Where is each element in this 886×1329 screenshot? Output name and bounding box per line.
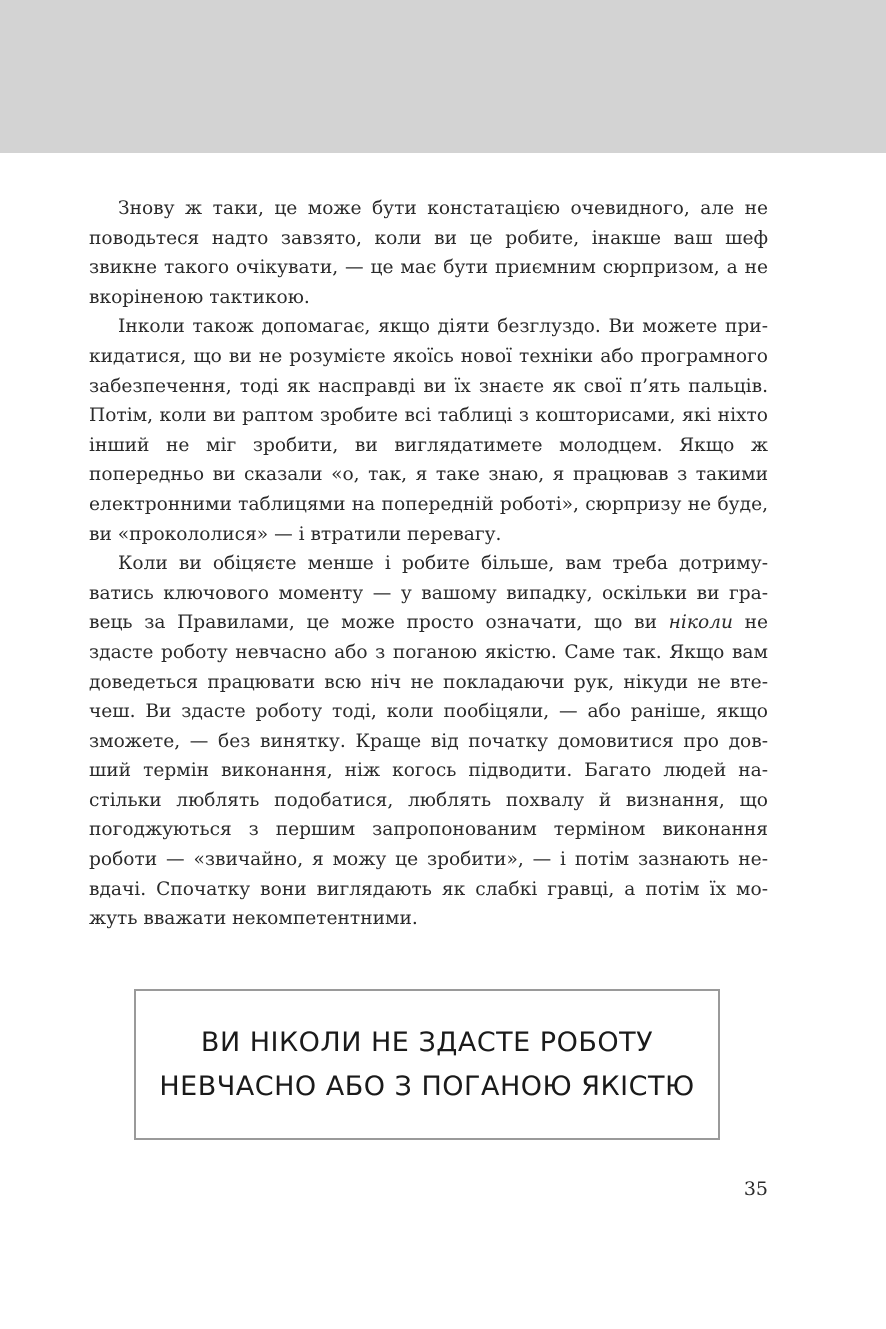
paragraph-1 — [89, 194, 768, 312]
pull-quote-line-2: НЕВЧАСНО АБО З ПОГАНОЮ ЯКІСТЮ — [159, 1070, 695, 1102]
paragraph-3-text-end: не здасте роботу невчасно або з поганою якістю. Саме так. Якщо вам доведеться працювати всю ніч не покладаючи рук, нікуди не втечеш. Ви здасте роботу тоді, коли пообіцяли, — або раніше, якщо зможете, — без винятку. Краще від початку домовитися про довший термін виконання, ніж когось підводити. Багато людей настільки люблять подобатися, люблять похвалу й визнання, що погоджуються з першим запропонованим терміном виконання роботи — «звичайно, я можу це зробити», — і потім зазнають невдачі. Спочатку вони виглядають як слабкі гравці, а потім їх можуть вважати некомпетентними. — [89, 612, 769, 930]
page-number: 35 — [743, 1178, 768, 1200]
paragraph-3 — [89, 549, 768, 934]
paragraph-3-emphasis: ніколи — [668, 612, 733, 634]
pull-quote-box — [134, 989, 720, 1140]
body-text — [89, 194, 768, 934]
header-band — [0, 0, 886, 153]
pull-quote-line-1: ВИ НІКОЛИ НЕ ЗДАСТЕ РОБОТУ — [200, 1026, 654, 1058]
paragraph-2-text: Інколи також допомагає, якщо діяти безглуздо. Ви можете прикидатися, що ви не розумієте якоїсь нової техніки або програмного забезпечення, тоді як насправді ви їх знаєте як свої п’ять пальців. Потім, коли ви раптом зробите всі таблиці з кошторисами, які ніхто інший не міг зробити, ви виглядатимете молодцем. Якщо ж попередньо ви сказали «о, так, я таке знаю, я працював з такими електронними таблицями на попередній роботі», сюрпризу не буде, ви «прокололися» — і втратили перевагу. — [89, 316, 768, 545]
paragraph-2 — [89, 312, 768, 549]
paragraph-1-text: Знову ж таки, це може бути констатацією очевидного, але не поводьтеся надто завзято, коли ви це робите, інакше ваш шеф звикне такого очікувати, — це має бути приємним сюрпризом, а не вкоріненою тактикою. — [89, 198, 768, 308]
paragraph-3-text-start: Коли ви обіцяєте менше і робите більше, вам треба дотримуватись ключового моменту — у вашому випадку, оскільки ви гравець за Правилами, це може просто означати, що ви — [89, 553, 768, 634]
